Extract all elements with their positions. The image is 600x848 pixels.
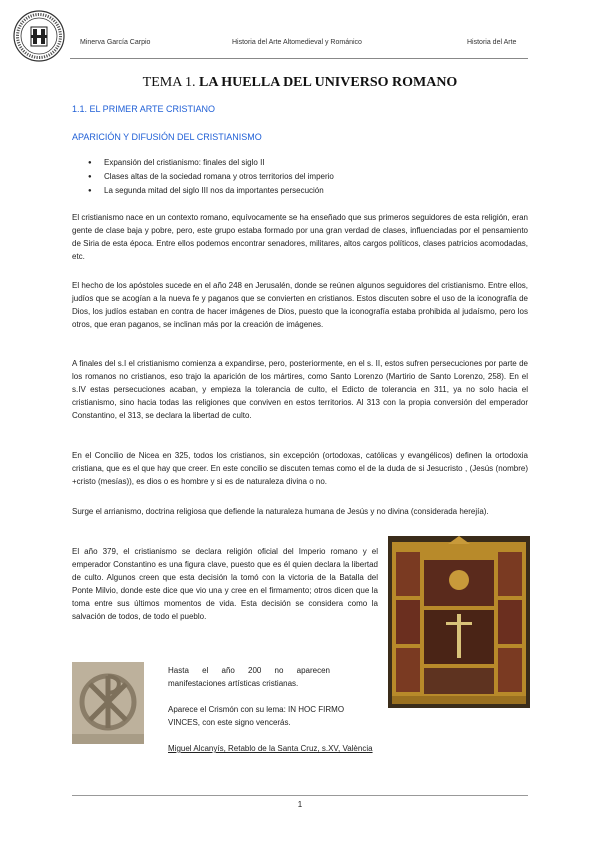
- header-subject: Historia del Arte: [467, 39, 517, 46]
- header-rule: [70, 58, 528, 59]
- bullet-list: [88, 156, 334, 198]
- paragraph-nicea: En el Concilio de Nicea en 325, todos los cristianos, sin excepción (ortodoxas, católicas y evangélicos) definen la ortodoxia cristiana, que es el que hay que creer. En este concilio se discuten temas como el de la duda de si Jesucristo , (Jesús (nombre) +cristo (mesías)), es dios o es hombre y si es de naturaleza divina o no.: [72, 451, 528, 486]
- paragraph-arrianismo: Surge el arrianismo, doctrina religiosa que defiende la naturaleza humana de Jesús y no divina (considerada herejía).: [72, 507, 489, 516]
- paragraph-origen: El cristianismo nace en un contexto romano, equívocamente se ha enseñado que sus primeros seguidores de esta religión, eran gente de clase baja y pobre, pero, este grupo estaba formado por una gran verdad de clases, influenciadas por el pensamiento de Siria de esta época. Entre ellos podemos encontrar senadores, militares, altos cargos políticos, clases patricios acomodadas, etc.: [72, 213, 528, 261]
- paragraph-apostoles: El hecho de los apóstoles sucede en el año 248 en Jerusalén, donde se reúnen algunos seguidores del cristianismo. Entre ellos, judíos que se acogían a la nueva fe y paganos que se convierten en cristianos. Estos discuten sobre el uso de la iconografía de Dios, los judíos estaban en contra de hacer imágenes de Dios, puesto que la iconografía estaba prohibida al judaísmo, pero los otros, que eran paganos, se inclinan más por la creación de imágenes.: [72, 281, 528, 329]
- paragraph-expansion: A finales del s.I el cristianismo comienza a expandirse, pero, posteriormente, en el s. II, estos sufren persecuciones por parte de los romanos no cristianos, eso trajo la aparición de los mártires, como Santo Lorenzo (Martirio de Santo Lorenzo, 258). En el s.IV estas persecuciones acaban, y empieza la tolerancia de culto, el Edicto de tolerancia en 311, ya no solo hacia el cristianismo, sino hacia todas las religiones que conviven en estos territorios. Al 313 con la propia conversión del emperador Constantino, el 313, se declara la libertad de culto.: [72, 359, 528, 420]
- section-heading-primer-arte: 1.1. EL PRIMER ARTE CRISTIANO: [72, 104, 216, 114]
- title-prefix: TEMA 1.: [142, 75, 200, 90]
- caption-crismon: Aparece el Crismón con su lema: IN HOC FIRMO VINCES, con este signo vencerás.: [168, 705, 345, 727]
- caption-sin-arte: Hasta el año 200 no aparecen manifestaciones artísticas cristianas.: [168, 666, 330, 688]
- university-seal-logo: [13, 10, 65, 62]
- chrismon-relief-image: [72, 662, 144, 744]
- list-item: ● Expansión del cristianismo: finales del siglo II: [88, 156, 334, 170]
- page-title: [0, 75, 600, 91]
- section-heading-aparicion: APARICIÓN Y DIFUSIÓN DEL CRISTIANISMO: [72, 132, 262, 142]
- page-number: 1: [297, 800, 303, 809]
- list-item: ● Clases altas de la sociedad romana y otros territorios del imperio: [88, 170, 334, 184]
- title-main: LA HUELLA DEL UNIVERSO ROMANO: [199, 75, 458, 90]
- header-author: Minerva García Carpio: [80, 39, 151, 46]
- altarpiece-image: [388, 536, 530, 708]
- footer-rule: [72, 795, 528, 796]
- list-item: ● La segunda mitad del siglo III nos da importantes persecución: [88, 184, 334, 198]
- caption-retablo: Miguel Alcanyís, Retablo de la Santa Cruz, s.XV, València: [168, 744, 373, 753]
- paragraph-religion-oficial: El año 379, el cristianismo se declara religión oficial del Imperio romano y el emperador Constantino es una figura clave, puesto que es él quien declara la libertad de culto. Algunos creen que esta decisión la tomó con la victoria de la Batalla del Ponte Milvio, donde este dice que vio una y cree en el firmamento; otros dicen que la toma entre sus últimos momentos de vida. Esta decisión se considera como la salvación de todos, de todo el pueblo.: [72, 547, 378, 621]
- header-course: Historia del Arte Altomedieval y Románico: [232, 39, 362, 46]
